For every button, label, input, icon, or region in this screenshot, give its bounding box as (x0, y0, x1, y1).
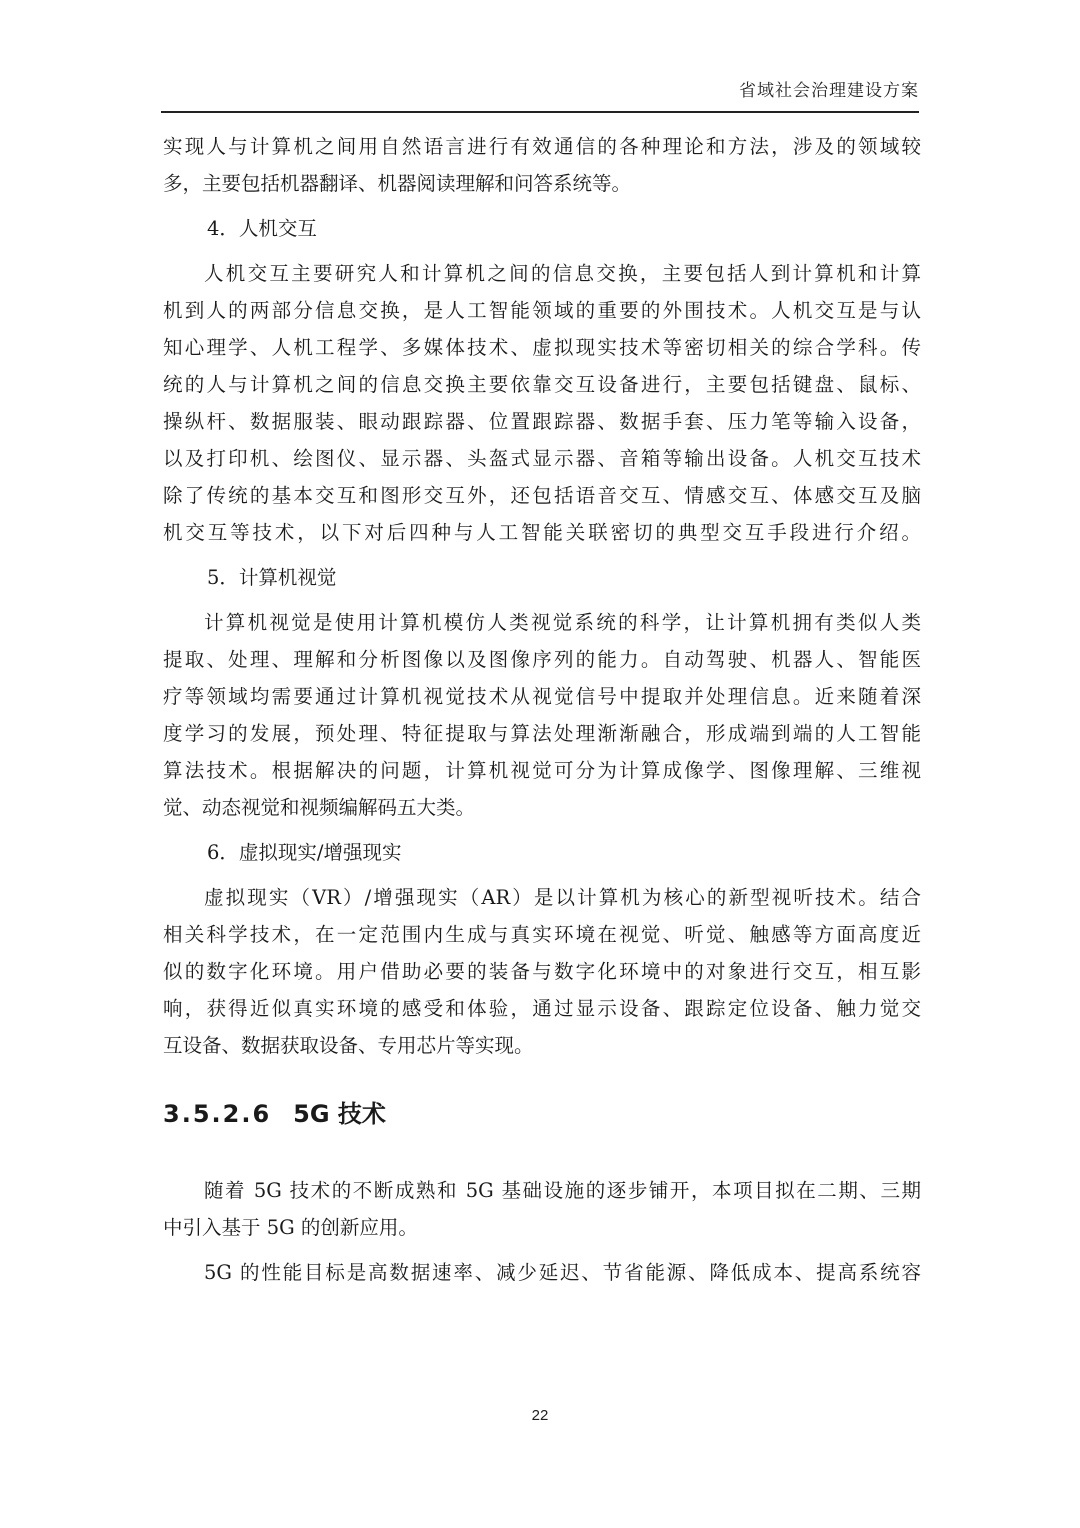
text-line: 机交互等技术，以下对后四种与人工智能关联密切的典型交互手段进行介绍。 (163, 521, 921, 544)
header-rule (161, 111, 919, 113)
subheading-hci: 4．人机交互 (207, 217, 317, 240)
text-line: 随着 5G 技术的不断成熟和 5G 基础设施的逐步铺开，本项目拟在二期、三期 (204, 1179, 921, 1202)
paragraph-nlp (163, 128, 921, 202)
text-line: 5G 的性能目标是高数据速率、减少延迟、节省能源、降低成本、提高系统容 (204, 1261, 921, 1284)
text-line: 度学习的发展，预处理、特征提取与算法处理渐渐融合，形成端到端的人工智能 (163, 722, 921, 745)
paragraph-5g-goals (163, 1254, 921, 1291)
text-line: 疗等领域均需要通过计算机视觉技术从视觉信号中提取并处理信息。近来随着深 (163, 685, 921, 708)
text-line: 统的人与计算机之间的信息交换主要依靠交互设备进行，主要包括键盘、鼠标、 (163, 373, 921, 396)
paragraph-vr (163, 879, 921, 1064)
section-title: 5G 技术 (293, 1100, 386, 1128)
text-line: 多，主要包括机器翻译、机器阅读理解和问答系统等。 (163, 172, 632, 195)
subheading-vr: 6．虚拟现实/增强现实 (207, 841, 402, 864)
text-line: 虚拟现实（VR）/增强现实（AR）是以计算机为核心的新型视听技术。结合 (204, 886, 921, 909)
text-line: 互设备、数据获取设备、专用芯片等实现。 (163, 1034, 534, 1057)
section-number: 3.5.2.6 (163, 1100, 272, 1128)
text-line: 计算机视觉是使用计算机模仿人类视觉系统的科学，让计算机拥有类似人类 (204, 611, 921, 634)
running-header: 省域社会治理建设方案 (739, 81, 919, 101)
text-line: 机到人的两部分信息交换，是人工智能领域的重要的外围技术。人机交互是与认 (163, 299, 921, 322)
text-line: 实现人与计算机之间用自然语言进行有效通信的各种理论和方法，涉及的领域较 (163, 135, 921, 158)
page-number: 22 (531, 1407, 549, 1424)
text-line: 以及打印机、绘图仪、显示器、头盔式显示器、音箱等输出设备。人机交互技术 (163, 447, 921, 470)
text-line: 似的数字化环境。用户借助必要的装备与数字化环境中的对象进行交互，相互影 (163, 960, 921, 983)
text-line: 响，获得近似真实环境的感受和体验，通过显示设备、跟踪定位设备、触力觉交 (163, 997, 921, 1020)
paragraph-hci (163, 255, 921, 551)
paragraph-5g-intro (163, 1172, 921, 1246)
text-line: 觉、动态视觉和视频编解码五大类。 (163, 796, 476, 819)
text-line: 提取、处理、理解和分析图像以及图像序列的能力。自动驾驶、机器人、智能医 (163, 648, 921, 671)
paragraph-cv (163, 604, 921, 826)
section-heading (163, 1096, 921, 1132)
text-line: 中引入基于 5G 的创新应用。 (163, 1216, 418, 1239)
text-line: 操纵杆、数据服装、眼动跟踪器、位置跟踪器、数据手套、压力笔等输入设备， (163, 410, 921, 433)
text-line: 算法技术。根据解决的问题，计算机视觉可分为计算成像学、图像理解、三维视 (163, 759, 921, 782)
subheading-cv: 5．计算机视觉 (207, 566, 337, 589)
text-line: 除了传统的基本交互和图形交互外，还包括语音交互、情感交互、体感交互及脑 (163, 484, 921, 507)
page-body (163, 128, 921, 1291)
text-line: 相关科学技术，在一定范围内生成与真实环境在视觉、听觉、触感等方面高度近 (163, 923, 921, 946)
text-line: 人机交互主要研究人和计算机之间的信息交换，主要包括人到计算机和计算 (204, 262, 921, 285)
text-line: 知心理学、人机工程学、多媒体技术、虚拟现实技术等密切相关的综合学科。传 (163, 336, 921, 359)
